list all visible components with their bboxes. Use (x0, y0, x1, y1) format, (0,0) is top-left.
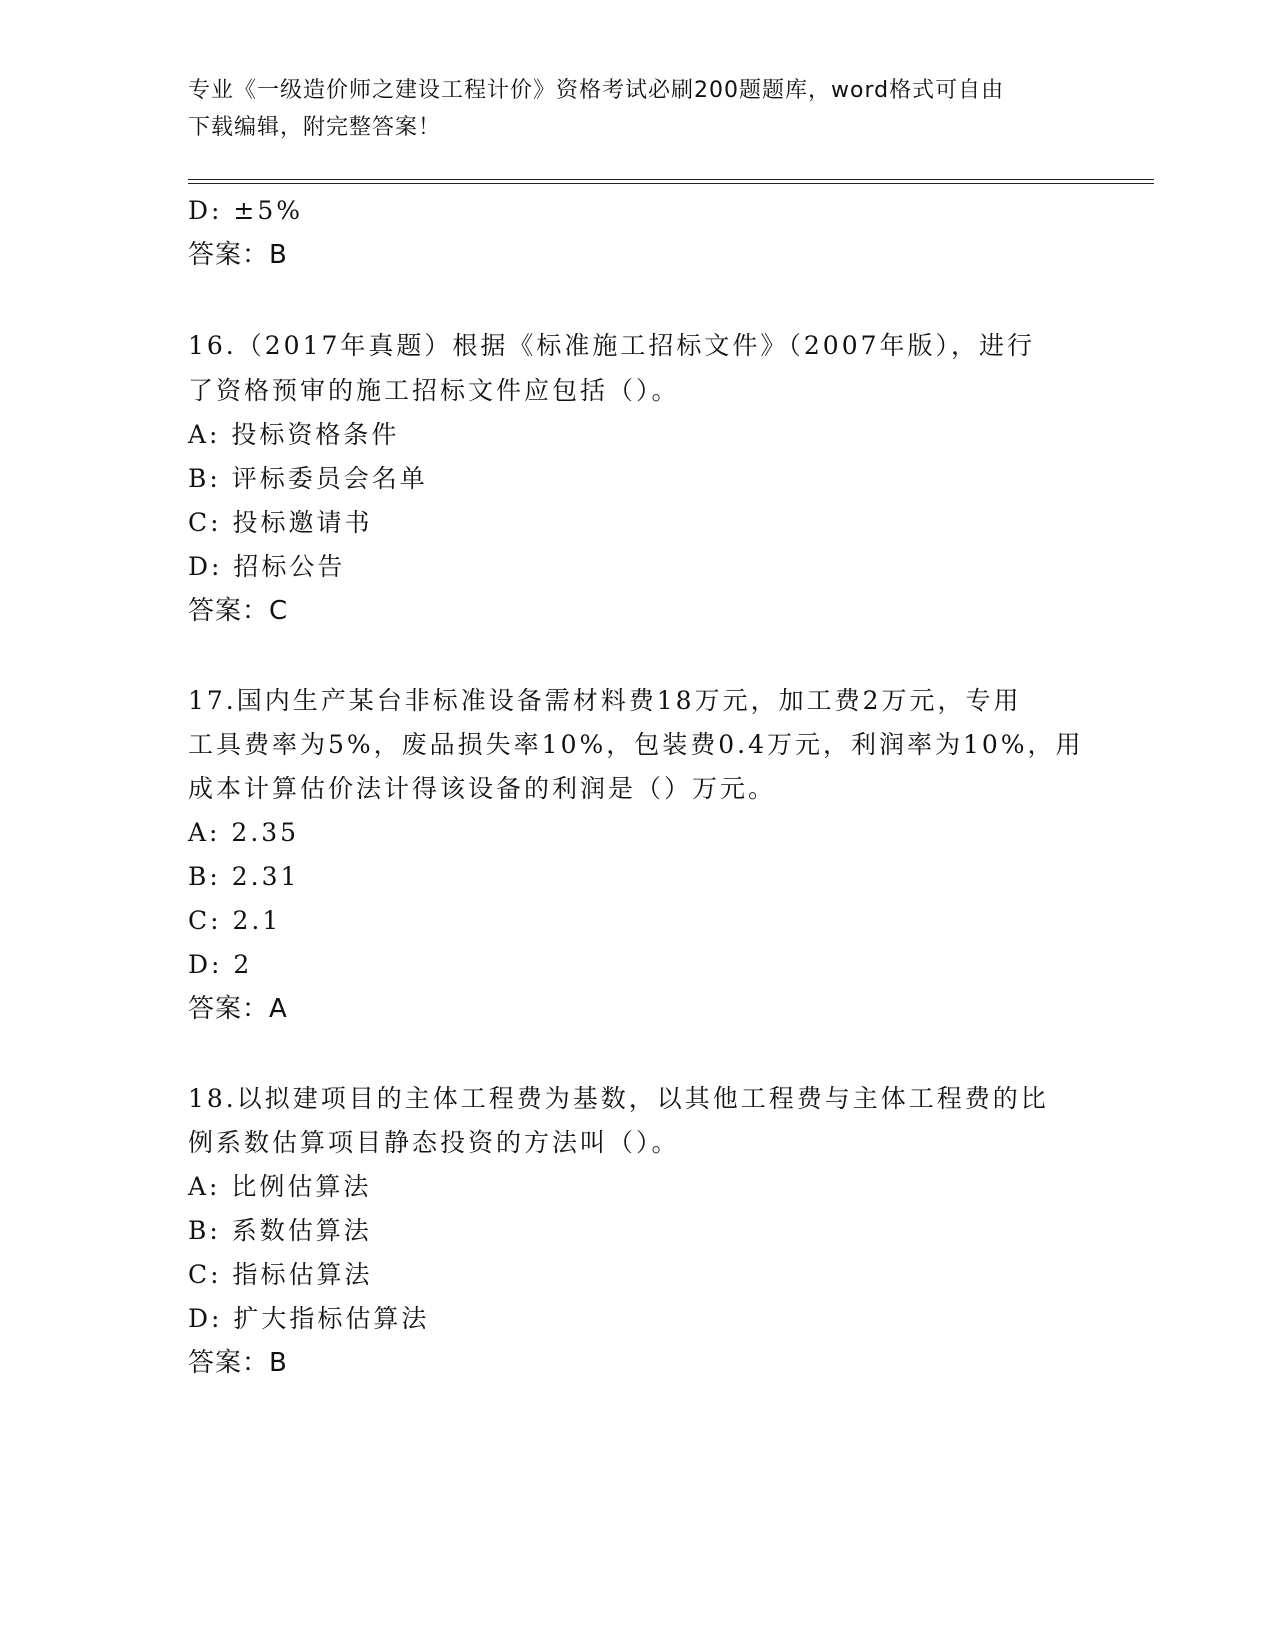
header-line-1: 专业《一级造价师之建设工程计价》资格考试必刷200题题库，word格式可自由 (188, 78, 1005, 103)
q18-option-a: A: 比例估算法 (188, 1172, 372, 1201)
q17-option-d: D: 2 (188, 950, 253, 979)
q16-option-a: A: 投标资格条件 (188, 420, 400, 449)
header-divider-top (188, 179, 1154, 180)
q16-stem-line-1: 16.（2017年真题）根据《标准施工招标文件》（2007年版），进行 (188, 331, 1036, 360)
q17-answer: 答案：A (188, 994, 288, 1024)
q17-stem-line-1: 17.国内生产某台非标准设备需材料费18万元，加工费2万元，专用 (188, 686, 1022, 715)
q17-option-a: A: 2.35 (188, 818, 300, 847)
q16-stem-line-2: 了资格预审的施工招标文件应包括（）。 (188, 376, 680, 405)
q17-stem-line-3: 成本计算估价法计得该设备的利润是（）万元。 (188, 774, 777, 803)
q18-answer: 答案：B (188, 1348, 288, 1378)
q16-option-c: C: 投标邀请书 (188, 508, 373, 537)
q15-answer: 答案：B (188, 240, 288, 270)
header-line-2: 下载编辑，附完整答案！ (188, 115, 442, 140)
q16-option-b: B: 评标委员会名单 (188, 464, 428, 493)
q18-option-b: B: 系数估算法 (188, 1216, 372, 1245)
q17-option-b: B: 2.31 (188, 862, 300, 891)
header-divider-bottom (188, 183, 1154, 184)
q16-answer: 答案：C (188, 596, 289, 626)
q18-stem-line-2: 例系数估算项目静态投资的方法叫（）。 (188, 1128, 680, 1157)
q18-stem-line-1: 18.以拟建项目的主体工程费为基数，以其他工程费与主体工程费的比 (188, 1084, 1049, 1113)
q15-option-d: D: ±5% (188, 196, 304, 225)
q16-option-d: D: 招标公告 (188, 552, 346, 581)
q18-option-c: C: 指标估算法 (188, 1260, 373, 1289)
document-header (188, 72, 1088, 146)
q17-option-c: C: 2.1 (188, 906, 282, 935)
q18-option-d: D: 扩大指标估算法 (188, 1304, 430, 1333)
q17-stem-line-2: 工具费率为5%，废品损失率10%，包装费0.4万元，利润率为10%，用 (188, 730, 1084, 759)
